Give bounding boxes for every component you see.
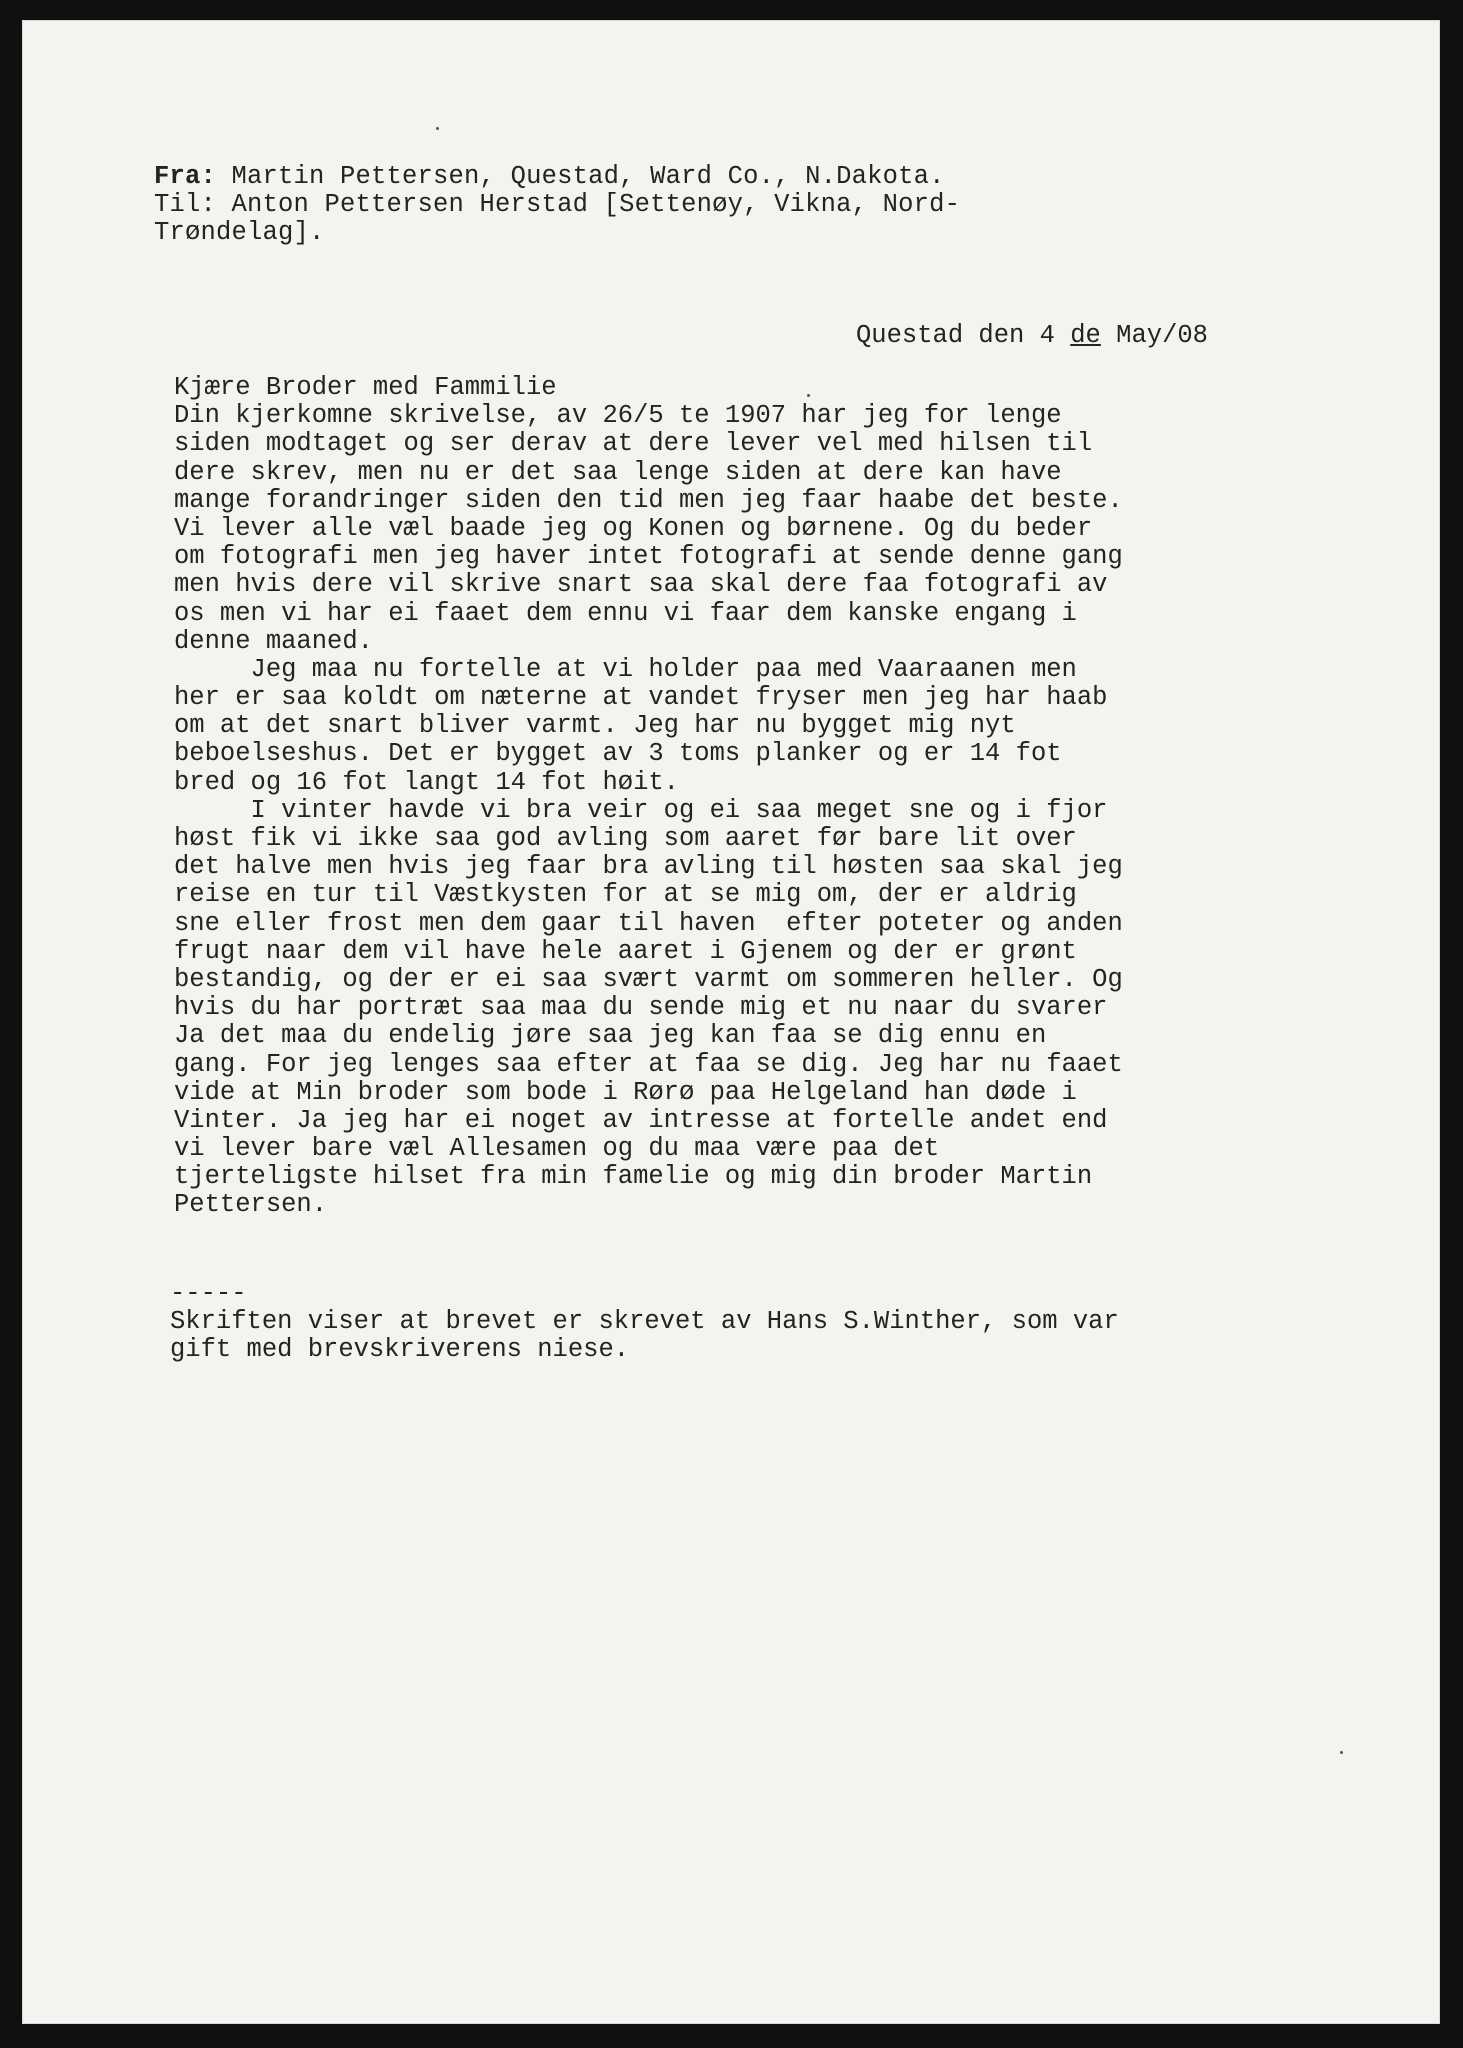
letter-line: om at det snart bliver varmt. Jeg har nu bygget mig nyt [174,711,1016,741]
letter-line: Vinter. Ja jeg har ei noget av intresse at fortelle andet end [174,1105,1108,1135]
letter-line: hvis du har portræt saa maa du sende mig et nu naar du svarer [174,993,1108,1023]
letter-line: denne maaned. [174,626,373,656]
letter-line: bestandig, og der er ei saa svært varmt om sommeren heller. Og [174,964,1123,994]
note-line-2: gift med brevskriverens niese. [170,1335,630,1365]
letter-line: mange forandringer siden den tid men jeg faar haabe det beste. [174,485,1123,515]
note-line-1: Skriften viser at brevet er skrevet av Hans S.Winther, som var [170,1307,1119,1337]
letter-line: reise en tur til Væstkysten for at se mig om, der er aldrig [174,880,1077,910]
letter-line: Pettersen. [174,1190,328,1220]
letter-line: det halve men hvis jeg faar bra avling til høsten saa skal jeg [174,852,1123,882]
to-line-1: Til: Anton Pettersen Herstad [Settenøy, Vikna, Nord- [154,190,961,220]
letter-line: Kjære Broder med Fammilie [174,373,557,402]
dateline-suffix: May/08 [1100,321,1208,350]
letter-line: bred og 16 fot langt 14 fot høit. [174,767,679,797]
letter-line: siden modtaget og ser derav at dere lever vel med hilsen til [174,429,1093,459]
letter-line: Vi lever alle væl baade jeg og Konen og børnene. Og du beder [174,513,1093,543]
note-separator: ----- [170,1279,247,1308]
letter-line: I vinter havde vi bra veir og ei saa meget sne og i fjor [174,795,1108,825]
letter-line: beboelseshus. Det er bygget av 3 toms planker og er 14 fot [174,739,1062,769]
letter-line: om fotografi men jeg haver intet fotografi at sende denne gang [174,542,1123,572]
letter-line: høst fik vi ikke saa god avling som aaret før bare lit over [174,824,1077,853]
letter-line: gang. For jeg lenges saa efter at faa se dig. Jeg har nu faaet [174,1049,1123,1079]
letter-line: sne eller frost men dem gaar til haven efter poteter og anden [174,908,1123,938]
paper-speck [436,127,439,130]
to-line-2: Trøndelag]. [154,218,325,248]
letter-line: dere skrev, men nu er det saa lenge siden at dere kan have [174,457,1062,487]
from-line [154,163,1264,191]
dateline-underlined: de [1070,321,1101,350]
letter-header [154,163,1264,248]
letter-line: tjerteligste hilset fra min famelie og mig din broder Martin [174,1162,1093,1192]
letter-line: men hvis dere vil skrive snart saa skal dere faa fotografi av [174,570,1108,600]
letter-line: Din kjerkomne skrivelse, av 26/5 te 1907 har jeg for lenge [174,401,1062,431]
letter-line: Jeg maa nu fortelle at vi holder paa med Vaaraanen men [174,654,1077,684]
letter-line: vide at Min broder som bode i Rørø paa Helgeland han døde i [174,1077,1077,1107]
letter-line: her er saa koldt om næterne at vandet fryser men jeg har haab [174,683,1108,713]
dateline-prefix: Questad den 4 [856,321,1071,350]
letter-line: frugt naar dem vil have hele aaret i Gjenem og der er grønt [174,936,1077,966]
from-label: Fra: [154,162,217,191]
paper-speck [1340,1751,1343,1754]
letter-line: Ja det maa du endelig jøre saa jeg kan faa se dig ennu en [174,1021,1047,1051]
letter-dateline [856,322,1208,350]
letter-body [174,374,1123,1220]
archival-note [170,1280,1119,1365]
from-text: Martin Pettersen, Questad, Ward Co., N.Dakota. [216,162,945,191]
letter-line: os men vi har ei faaet dem ennu vi faar dem kanske engang i [174,598,1077,628]
letter-line: vi lever bare væl Allesamen og du maa være paa det [174,1134,940,1164]
